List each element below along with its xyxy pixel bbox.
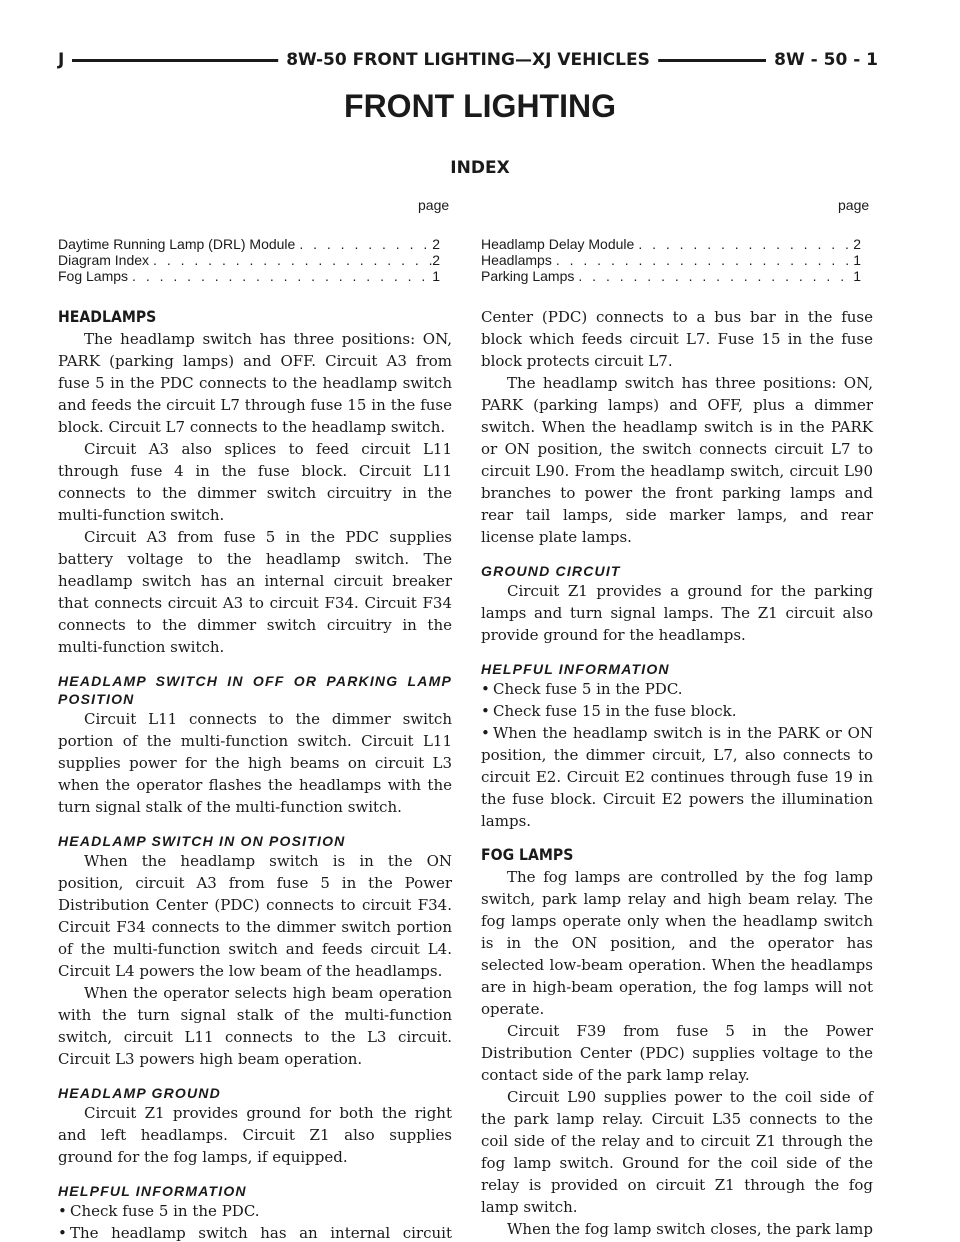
index-leader-dots (634, 236, 853, 252)
paragraph: The headlamp switch has three positions: ON, PARK (parking lamps) and OFF. Circuit A3 from fuse 5 in the PDC connects to the headlamp switch and feeds the circuit L7 through fuse 15 in the fuse block. Circuit L7 connects to the headlamp switch. (58, 330, 452, 436)
bullet-item (58, 1200, 452, 1222)
body-column-right (481, 306, 873, 1242)
index-page-label-right: page (838, 197, 870, 213)
subheading-ground-circuit: GROUND CIRCUIT (481, 563, 621, 579)
index-leader-dots (128, 268, 432, 284)
continued-text: Center (PDC) connects to a bus bar in the fuse block which feeds circuit L7. Fuse 15 in the fuse block protects circuit L7. (481, 308, 873, 370)
index-entry-name: Headlamps (481, 252, 552, 268)
index-entry[interactable] (481, 268, 861, 284)
paragraph: Circuit A3 also splices to feed circuit L11 through fuse 4 in the fuse block. Circuit L11 connects to the dimmer switch circuitry in the multi-function switch. (58, 440, 452, 524)
body-column-left (58, 306, 452, 1242)
subheading-helpful-information: HELPFUL INFORMATION (481, 661, 670, 677)
subheading-helpful-information: HELPFUL INFORMATION (58, 1183, 247, 1199)
index-entry-page: 2 (432, 236, 440, 252)
index-entry-name: Daytime Running Lamp (DRL) Module (58, 236, 296, 252)
index-entry[interactable] (481, 236, 861, 252)
index-entry-name: Diagram Index (58, 252, 150, 268)
bullet-glyph: • (481, 702, 490, 720)
paragraph: Circuit L11 connects to the dimmer switch portion of the multi-function switch. Circuit L11 supplies power for the high beams on circuit L3 when the operator flashes the headlamps with the turn signal stalk of the multi-function switch. (58, 710, 452, 816)
index-entry-page: 1 (853, 252, 861, 268)
bullet-item (481, 678, 873, 700)
subheading-headlamp-ground: HEADLAMP GROUND (58, 1085, 221, 1101)
section-heading-headlamps: HEADLAMPS (58, 307, 157, 326)
index-entry-name: Headlamp Delay Module (481, 236, 635, 252)
index-entry-name: Parking Lamps (481, 268, 575, 284)
paragraph: When the fog lamp switch closes, the park lamp (507, 1220, 873, 1238)
index-entry-name: Fog Lamps (58, 268, 129, 284)
index-entry-page: 1 (853, 268, 861, 284)
bullet-glyph: • (481, 680, 490, 698)
bullet-glyph: • (58, 1202, 67, 1220)
bullet-item (481, 700, 873, 722)
index-entry-page: 2 (853, 236, 861, 252)
index-entry[interactable] (58, 252, 440, 268)
paragraph: Circuit F39 from fuse 5 in the Power Distribution Center (PDC) supplies voltage to the contact side of the park lamp relay. (481, 1022, 873, 1084)
index-leader-dots (295, 236, 432, 252)
paragraph: The headlamp switch has three positions: ON, PARK (parking lamps) and OFF, plus a dimmer switch. When the headlamp switch is in the PARK or ON position, the switch connects circuit L7 to circuit L90. From the headlamp switch, circuit L90 branches to power the front parking lamps and rear tail lamps, side marker lamps, and rear license plate lamps. (481, 374, 873, 546)
bullet-glyph: • (481, 724, 490, 742)
bullet-text: Check fuse 5 in the PDC. (493, 680, 683, 698)
paragraph: The fog lamps are controlled by the fog lamp switch, park lamp relay and high beam relay. The fog lamps operate only when the headlamp switch is in the ON position, and the operator has selected low-beam operation. When the headlamps are in high-beam operation, the fog lamps will not operate. (481, 868, 873, 1018)
bullet-text: Check fuse 5 in the PDC. (70, 1202, 260, 1220)
paragraph: Circuit A3 from fuse 5 in the PDC supplies battery voltage to the headlamp switch. The headlamp switch has an internal circuit breaker that connects circuit A3 to circuit F34. Circuit F34 connects to the dimmer switch circuitry in the multi-function switch. (58, 528, 452, 656)
index-leader-dots (574, 268, 853, 284)
header-section-title: 8W-50 FRONT LIGHTING—XJ VEHICLES (278, 44, 658, 76)
header-page-number: 8W - 50 - 1 (766, 44, 886, 76)
index-entry[interactable] (58, 268, 440, 284)
bullet-text: When the headlamp switch is in the PARK or ON position, the dimmer circuit, L7, also connects to circuit E2. Circuit E2 continues through fuse 19 in the fuse block. Circuit E2 powers the illumination lamps. (481, 724, 873, 830)
subheading-on-position: HEADLAMP SWITCH IN ON POSITION (58, 833, 346, 849)
index-leader-dots (149, 252, 432, 268)
index-list-right (481, 236, 861, 284)
paragraph: Circuit L90 supplies power to the coil side of the park lamp relay. Circuit L35 connects to the coil side of the relay and to circuit Z1 through the fog lamp switch. Ground for the coil side of the relay is provided on circuit Z1 through the fog lamp switch. (481, 1088, 873, 1216)
paragraph: When the headlamp switch is in the ON position, circuit A3 from fuse 5 in the Power Distribution Center (PDC) connects to circuit F34. Circuit F34 connects to the dimmer switch portion of the multi-function switch and feeds circuit L4. Circuit L4 powers the low beam of the headlamps. (58, 852, 452, 980)
index-list-left (58, 236, 440, 284)
paragraph-continued (481, 306, 873, 372)
paragraph: When the operator selects high beam operation with the turn signal stalk of the multi-function switch, circuit L11 connects to the L3 circuit. Circuit L3 powers high beam operation. (58, 984, 452, 1068)
page-header (58, 44, 878, 76)
index-entry-page: 2 (432, 252, 440, 268)
section-heading-fog-lamps: FOG LAMPS (481, 845, 574, 864)
bullet-glyph: • (58, 1224, 67, 1242)
index-entry[interactable] (481, 252, 861, 268)
bullet-text: The headlamp switch has an internal circuit (70, 1224, 452, 1242)
index-heading: INDEX (450, 158, 510, 178)
index-leader-dots (552, 252, 853, 268)
bullet-item (481, 722, 873, 832)
index-entry[interactable] (58, 236, 440, 252)
paragraph: Circuit Z1 provides ground for both the right and left headlamps. Circuit Z1 also supplies ground for the fog lamps, if equipped. (58, 1104, 452, 1166)
bullet-item (58, 1222, 452, 1242)
bullet-text: Check fuse 15 in the fuse block. (493, 702, 737, 720)
index-entry-page: 1 (432, 268, 440, 284)
page-title: FRONT LIGHTING (344, 88, 616, 124)
header-left-code: J (50, 44, 72, 76)
index-page-label-left: page (418, 197, 450, 213)
paragraph: Circuit Z1 provides a ground for the parking lamps and turn signal lamps. The Z1 circuit also provide ground for the headlamps. (481, 582, 873, 644)
subheading-off-park-position: HEADLAMP SWITCH IN OFF OR PARKING LAMP POSITION (58, 673, 452, 707)
